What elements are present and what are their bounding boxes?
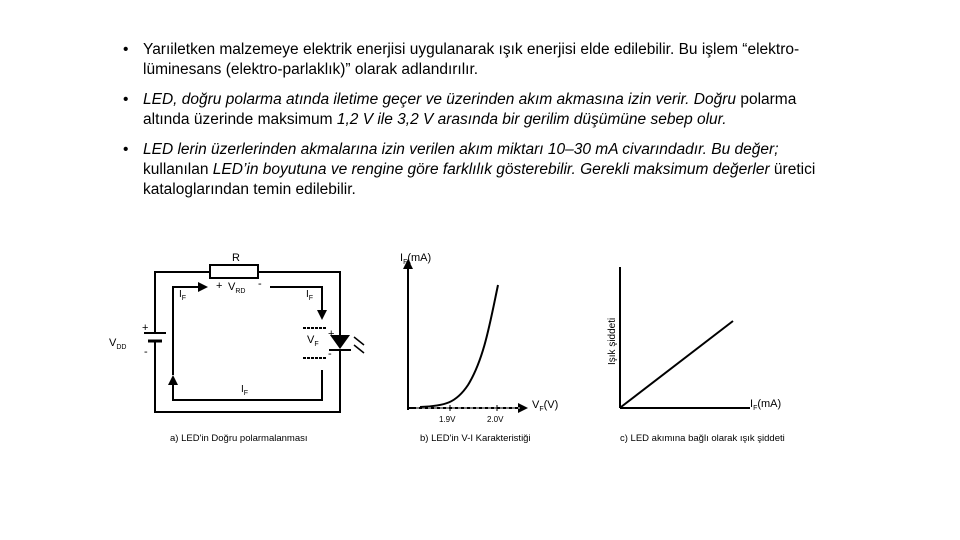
vrd-label: $V_{RD}$ [228, 281, 246, 295]
vi-y-label: $I_F(mA)$ [400, 252, 432, 266]
bullet-text: kullanılan [143, 161, 213, 178]
bullet-text: LED’in boyutuna ve rengine göre farklılık gösterebilir. Gerekli maksimum değerler [212, 161, 770, 178]
light-line [621, 321, 733, 407]
vdd-plus: + [142, 322, 149, 334]
vf-plus: + [328, 328, 335, 340]
led-light-arrow-2 [354, 345, 364, 353]
vi-curve [420, 285, 498, 407]
bullet-item [115, 40, 835, 80]
bullet-dot: • [123, 41, 129, 58]
vi-x-label: $V_F(V)$ [532, 399, 559, 413]
vrd-plus: + [216, 280, 223, 292]
bullet-text: Yarıiletken malzemeye elektrik enerjisi uygulanarak ışık enerjisi elde edilebilir. Bu işlem “elektro-lüminesans (elektro-parlaklık)” olarak adlandırılır. [143, 41, 800, 78]
if-label-bottom: $I_F$ [241, 384, 249, 397]
vrd-minus: - [258, 278, 262, 290]
current-arrow-bottom [168, 375, 178, 385]
bullet-list [115, 40, 835, 210]
figures [100, 245, 820, 455]
light-caption: c) LED akımına bağlı olarak ışık şiddeti [620, 433, 785, 444]
bullet-dot: • [123, 91, 129, 108]
vf-label: $V_F$ [307, 334, 319, 348]
bullet-text: 1,2 V ile 3,2 V arasında bir gerilim düşümüne sebep olur. [336, 111, 727, 128]
resistor-symbol [210, 265, 258, 278]
current-arrow-right [317, 310, 327, 320]
circuit-wire-top-right [258, 272, 340, 325]
resistor-label: R [232, 252, 240, 264]
bullet-dot: • [123, 141, 129, 158]
led-light-arrow-1 [354, 337, 364, 345]
vdd-label: $V_{DD}$ [109, 337, 127, 351]
bullet-text: polarma altında üzerinde maksimum [143, 91, 797, 128]
vi-tick-label-2: 2.0V [487, 415, 504, 424]
bullet-item [115, 140, 835, 200]
if-label-left: $I_F$ [179, 289, 187, 302]
circuit-caption: a) LED'in Doğru polarmalanması [170, 433, 308, 444]
light-x-label: $I_F(mA)$ [750, 398, 782, 412]
light-y-label: Işık şiddeti [607, 317, 618, 365]
vf-minus: - [328, 348, 332, 360]
current-path-right [270, 287, 322, 310]
if-label-right: $I_F$ [306, 289, 314, 302]
vi-characteristic-chart [400, 252, 558, 444]
current-arrow-left [198, 282, 208, 292]
vdd-minus: - [144, 346, 148, 358]
light-intensity-chart [607, 267, 785, 444]
bullet-item [115, 90, 835, 130]
bullet-text: üretici kataloglarından temin edilebilir. [143, 161, 816, 198]
vi-tick-label-1: 1.9V [439, 415, 456, 424]
vi-caption: b) LED'in V-I Karakteristiği [420, 433, 531, 444]
bullet-text: LED, doğru polarma atında iletime geçer ve üzerinden akım akmasına izin verir. Doğru [143, 91, 737, 108]
led-circuit-diagram [109, 252, 364, 444]
bullet-text: LED lerin üzerlerinden akmalarına izin verilen akım miktarı 10–30 mA civarındadır. Bu değer; [143, 141, 779, 158]
